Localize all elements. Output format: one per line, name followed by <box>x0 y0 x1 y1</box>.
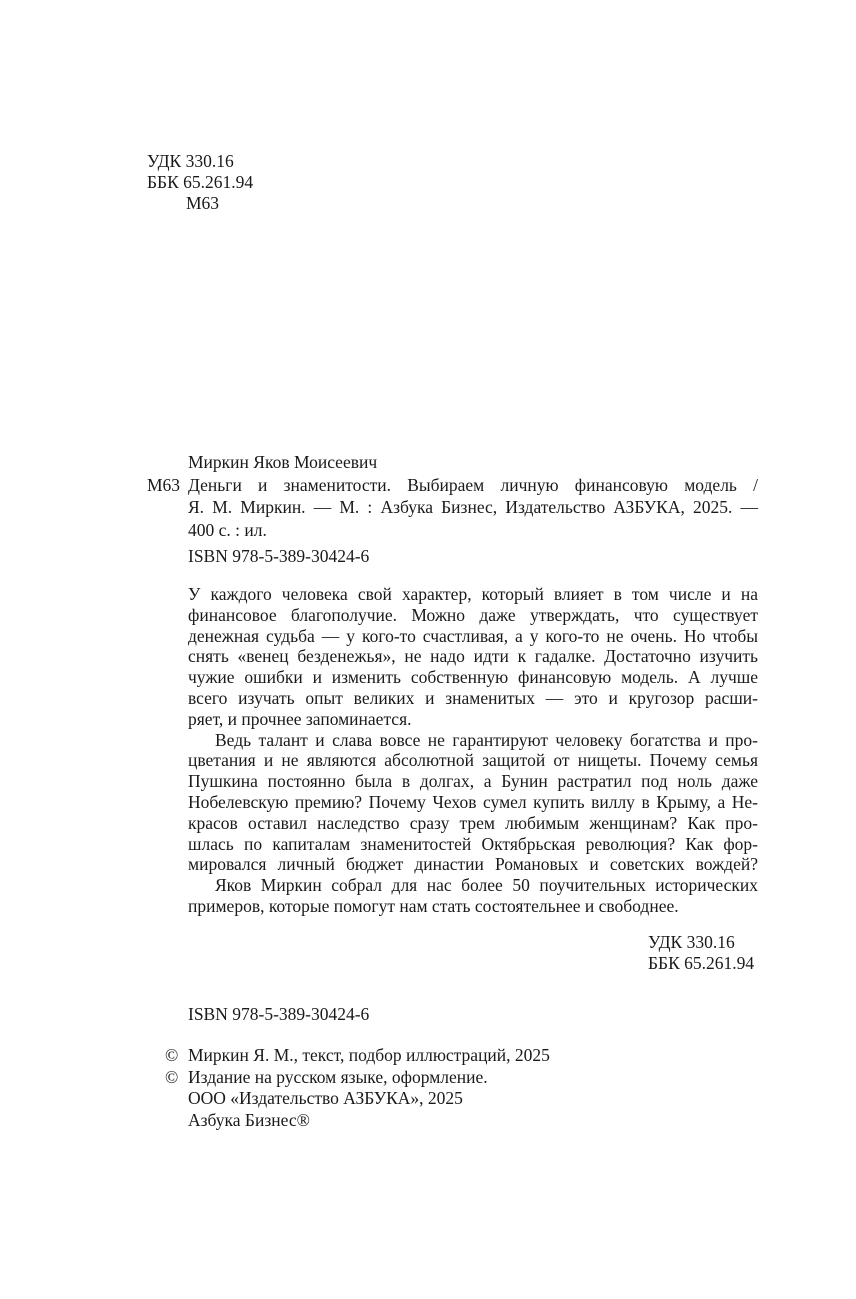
annotation-line: шлась по капиталам знаменитостей Октябрьская революция? Как фор- <box>188 833 758 854</box>
classification-top <box>147 151 253 214</box>
copyright-line: Миркин Я. М., текст, подбор иллюстраций, 2025 <box>188 1045 550 1065</box>
author-mark: М63 <box>186 193 220 213</box>
record-isbn: ISBN 978-5-389-30424-6 <box>188 546 370 566</box>
annotation-line: ряет, и прочнее запоминается. <box>188 708 412 729</box>
bbk-code: ББК 65.261.94 <box>147 172 254 192</box>
annotation <box>188 584 758 917</box>
copyright-line: ООО «Издательство АЗБУКА», 2025 <box>188 1088 463 1109</box>
bbk-code-bottom: ББК 65.261.94 <box>648 953 755 973</box>
annotation-line: примеров, которые помогут нам стать состоятельнее и свободнее. <box>188 895 679 916</box>
bibliographic-record <box>147 451 758 568</box>
annotation-line: снять «венец безденежья», не надо идти к гадалке. Достаточно изучить <box>188 646 758 667</box>
copyright-icon: © <box>165 1045 179 1065</box>
record-author: Миркин Яков Моисеевич <box>188 452 378 472</box>
annotation-line: чужие ошибки и изменить собственную финансовую модель. А лучше <box>188 667 758 688</box>
annotation-line: Яков Миркин собрал для нас более 50 поучительных исторических <box>215 875 758 896</box>
annotation-line: всего изучать опыт великих и знаменитых — это и кругозор расши- <box>188 687 758 708</box>
record-line: Я. М. Миркин. — М. : Азбука Бизнес, Издательство АЗБУКА, 2025. — <box>188 497 758 517</box>
copyright-line: Издание на русском языке, оформление. <box>188 1066 488 1087</box>
copyright-line: Азбука Бизнес® <box>188 1110 310 1131</box>
record-line: 400 с. : ил. <box>188 519 267 540</box>
annotation-line: Ведь талант и слава вовсе не гарантируют человеку богатства и про- <box>215 729 758 750</box>
copyright-icon: © <box>165 1066 179 1087</box>
annotation-line: денежная судьба — у кого-то счастливая, а у кого-то не очень. Но чтобы <box>188 625 758 646</box>
annotation-line: Пушкина постоянно была в долгах, а Бунин растратил под ноль даже <box>188 771 758 792</box>
udk-code-bottom: УДК 330.16 <box>648 932 735 952</box>
annotation-line: цветания и не являются абсолютной защитой от нищеты. Почему семья <box>188 750 758 771</box>
annotation-line: красов оставил наследство сразу трем любимым женщинам? Как про- <box>188 812 758 833</box>
annotation-line: финансовое благополучие. Можно даже утверждать, что существует <box>188 604 758 625</box>
isbn-bottom: ISBN 978-5-389-30424-6 <box>188 1004 370 1024</box>
annotation-line: мировался личный бюджет династии Романовых и советских вождей? <box>188 854 758 875</box>
annotation-line: У каждого человека свой характер, который влияет в том числе и на <box>188 584 758 604</box>
record-line: Деньги и знаменитости. Выбираем личную финансовую модель / <box>188 474 758 495</box>
udk-code: УДК 330.16 <box>147 151 234 171</box>
annotation-line: Нобелевскую премию? Почему Чехов сумел купить виллу в Крыму, а Не- <box>188 791 758 812</box>
classification-bottom <box>648 932 754 974</box>
copyright-block <box>165 1045 550 1132</box>
record-author-mark: М63 <box>147 474 181 495</box>
